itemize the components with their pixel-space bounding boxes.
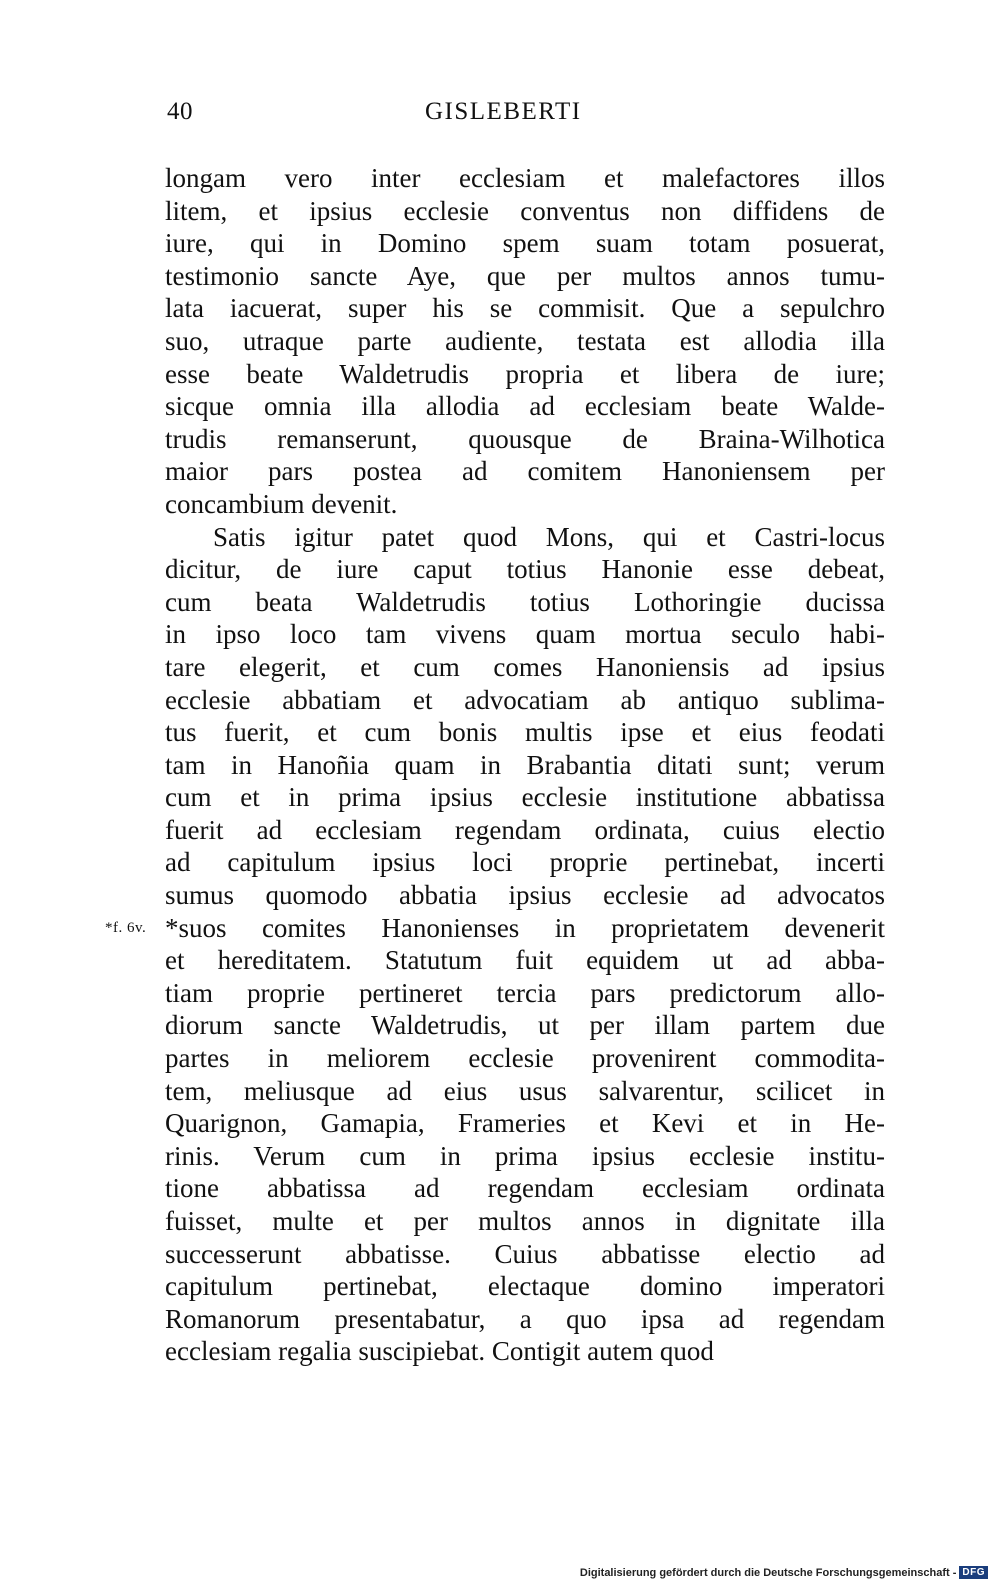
line-text: ecclesie abbatiam et advocatiam ab antiquo sublima- <box>165 684 885 715</box>
line-text: tem, meliusque ad eius usus salvarentur, scilicet in <box>165 1075 885 1106</box>
text-line <box>165 684 885 717</box>
line-text: esse beate Waldetrudis propria et libera de iure; <box>165 358 885 389</box>
text-line <box>165 521 885 554</box>
body-text <box>105 162 885 1368</box>
line-text: tione abbatissa ad regendam ecclesiam ordinata <box>165 1173 885 1204</box>
line-text: Romanorum presentabatur, a quo ipsa ad regendam <box>165 1303 885 1334</box>
folio-marginal-note: *f. 6v. <box>105 919 147 936</box>
text-line <box>165 423 885 456</box>
line-text: *suos comites Hanonienses in proprietatem devenerit <box>165 912 885 943</box>
credit-text: Digitalisierung gefördert durch die Deutsche Forschungsgemeinschaft - <box>579 1566 957 1579</box>
line-text: tam in Hanoñia quam in Brabantia ditati sunt; verum <box>165 749 885 780</box>
line-text: tiam proprie pertineret tercia pars predictorum allo- <box>165 977 885 1008</box>
line-text: ecclesiam regalia suscipiebat. Contigit autem quod <box>165 1336 714 1367</box>
line-text: suo, utraque parte audiente, testata est allodia illa <box>165 325 885 356</box>
line-text: iure, qui in Domino spem suam totam posuerat, <box>165 228 885 259</box>
text-line <box>165 162 885 195</box>
line-text: sicque omnia illa allodia ad ecclesiam beate Walde- <box>165 391 885 422</box>
text-line <box>165 553 885 586</box>
text-line <box>165 1009 885 1042</box>
line-text: concambium devenit. <box>165 488 398 519</box>
line-text: diorum sancte Waldetrudis, ut per illam partem due <box>165 1010 885 1041</box>
text-line <box>165 879 885 912</box>
line-text: capitulum pertinebat, electaque domino imperatori <box>165 1271 885 1302</box>
line-text: Quarignon, Gamapia, Frameries et Kevi et in He- <box>165 1108 885 1139</box>
page-header <box>165 98 885 138</box>
line-text: litem, et ipsius ecclesie conventus non diffidens de <box>165 195 885 226</box>
text-line <box>165 814 885 847</box>
line-text: tus fuerit, et cum bonis multis ipse et eius feodati <box>165 717 885 748</box>
text-line <box>165 227 885 260</box>
line-text: longam vero inter ecclesiam et malefactores illos <box>165 163 885 193</box>
text-line <box>165 292 885 325</box>
line-text: dicitur, de iure caput totius Hanonie esse debeat, <box>165 554 885 585</box>
text-line <box>165 1107 885 1140</box>
line-text: sumus quomodo abbatia ipsius ecclesie ad advocatos <box>165 880 885 911</box>
text-line <box>165 651 885 684</box>
text-line <box>165 846 885 879</box>
text-line <box>165 749 885 782</box>
line-text: trudis remanserunt, quousque de Braina-Wilhotica <box>165 423 885 454</box>
text-line <box>165 1270 885 1303</box>
text-line <box>165 716 885 749</box>
text-line <box>165 1075 885 1108</box>
line-text: fuisset, multe et per multos annos in dignitate illa <box>165 1206 885 1236</box>
line-text: rinis. Verum cum in prima ipsius ecclesie institu- <box>165 1140 885 1171</box>
text-line <box>165 1238 885 1271</box>
text-line <box>165 488 885 521</box>
text-line <box>165 1140 885 1173</box>
digitization-credit <box>580 1566 988 1579</box>
line-text: Satis igitur patet quod Mons, qui et Castri-locus <box>213 521 885 552</box>
text-line <box>165 390 885 423</box>
text-line <box>165 325 885 358</box>
line-text: ad capitulum ipsius loci proprie pertinebat, incerti <box>165 847 885 878</box>
line-text: partes in meliorem ecclesie provenirent commodita- <box>165 1043 885 1074</box>
line-text: in ipso loco tam vivens quam mortua seculo habi- <box>165 619 885 650</box>
line-text: cum et in prima ipsius ecclesie institutione abbatissa <box>165 782 885 813</box>
line-text: fuerit ad ecclesiam regendam ordinata, cuius electio <box>165 814 885 845</box>
text-line <box>165 1172 885 1205</box>
text-line <box>165 358 885 391</box>
text-line <box>165 1303 885 1336</box>
line-text: cum beata Waldetrudis totius Lothoringie ducissa <box>165 586 885 617</box>
text-line <box>165 1335 885 1368</box>
text-line <box>165 586 885 619</box>
text-line <box>165 195 885 228</box>
text-line <box>165 618 885 651</box>
line-text: maior pars postea ad comitem Hanoniensem per <box>165 456 885 487</box>
text-line <box>165 944 885 977</box>
line-text: testimonio sancte Aye, que per multos annos tumu- <box>165 260 885 291</box>
text-line <box>165 781 885 814</box>
line-text: successerunt abbatisse. Cuius abbatisse electio ad <box>165 1238 885 1269</box>
text-line <box>165 1042 885 1075</box>
text-line <box>165 977 885 1010</box>
running-title: GISLEBERTI <box>425 98 582 125</box>
line-text: et hereditatem. Statutum fuit equidem ut ad abba- <box>165 945 885 976</box>
text-line <box>105 912 885 945</box>
dfg-logo: DFG <box>959 1566 988 1579</box>
page-number: 40 <box>167 98 193 125</box>
line-text: tare elegerit, et cum comes Hanoniensis ad ipsius <box>165 651 885 682</box>
text-line <box>165 455 885 488</box>
line-text: lata iacuerat, super his se commisit. Que a sepulchro <box>165 293 885 324</box>
text-line <box>165 260 885 293</box>
text-line <box>165 1205 885 1238</box>
